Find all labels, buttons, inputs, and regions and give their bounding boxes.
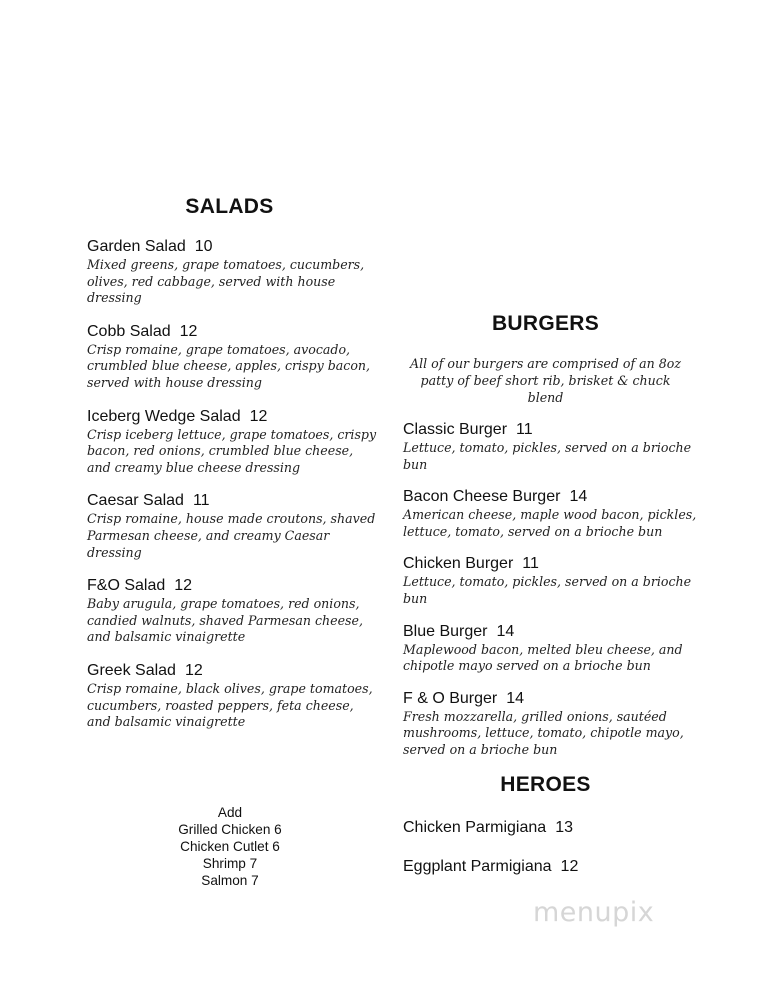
salad-addons	[150, 804, 310, 889]
item-name: Iceberg Wedge Salad	[87, 407, 241, 425]
addon-item: Salmon 7	[201, 873, 259, 888]
item-price: 11	[522, 555, 539, 573]
item-name: Blue Burger	[403, 622, 488, 640]
item-price: 11	[516, 421, 533, 438]
item-price: 12	[249, 407, 268, 425]
item-price: 10	[194, 238, 213, 255]
addons-title: Add	[217, 805, 243, 820]
item-name: Classic Burger	[403, 421, 508, 438]
menupix-watermark: menupix	[533, 897, 655, 928]
menu-item	[403, 487, 703, 540]
menu-item	[403, 554, 703, 607]
item-description: Maplewood bacon, melted bleu cheese, and chipotle mayo served on a brioche bun	[403, 641, 683, 674]
item-description: Fresh mozzarella, grilled onions, sautéed mushrooms, lettuce, tomato, chipotle mayo, served on a brioche bun	[403, 708, 684, 757]
item-description: Lettuce, tomato, pickles, served on a brioche bun	[403, 574, 692, 606]
menu-item	[87, 237, 377, 307]
addon-item: Shrimp 7	[202, 856, 258, 871]
menu-item	[87, 407, 377, 477]
item-price: 12	[560, 857, 579, 875]
item-price: 12	[179, 322, 198, 340]
item-name: Chicken Burger	[403, 555, 514, 573]
burgers-section	[403, 312, 703, 896]
item-description: American cheese, maple wood bacon, pickles, lettuce, tomato, served on a brioche bun	[403, 507, 697, 539]
item-name: Bacon Cheese Burger	[403, 488, 561, 506]
item-name: F&O Salad	[87, 577, 166, 595]
item-price: 12	[184, 661, 203, 679]
menu-item	[87, 491, 377, 561]
heroes-heading: HEROES	[500, 772, 591, 796]
item-price: 11	[192, 492, 210, 510]
item-name: Greek Salad	[87, 661, 176, 679]
item-price: 14	[506, 689, 525, 707]
item-description: Crisp romaine, black olives, grape tomatoes, cucumbers, roasted peppers, feta cheese, and balsamic vinaigrette	[87, 680, 373, 730]
menu-item	[403, 420, 703, 473]
item-description: Lettuce, tomato, pickles, served on a brioche bun	[403, 440, 692, 472]
item-description: Mixed greens, grape tomatoes, cucumbers, olives, red cabbage, served with house dressing	[87, 257, 365, 306]
item-name: Chicken Parmigiana	[403, 818, 547, 836]
salads-section	[87, 195, 377, 746]
item-price: 13	[555, 818, 573, 836]
item-name: Eggplant Parmigiana	[403, 857, 552, 875]
item-price: 14	[569, 488, 588, 506]
item-description: Baby arugula, grape tomatoes, red onions, candied walnuts, shaved Parmesan cheese, and balsamic vinaigrette	[87, 596, 363, 645]
item-price: 14	[496, 622, 515, 640]
menu-item	[87, 661, 377, 731]
addon-item: Grilled Chicken 6	[178, 822, 282, 837]
menu-item	[403, 622, 703, 675]
item-name: Garden Salad	[87, 238, 186, 255]
menu-item	[403, 818, 703, 838]
item-name: Caesar Salad	[87, 492, 184, 510]
item-description: Crisp romaine, grape tomatoes, avocado, crumbled blue cheese, apples, crispy bacon, served with house dressing	[87, 341, 371, 390]
menu-item	[87, 322, 377, 392]
item-name: F & O Burger	[403, 689, 498, 707]
burgers-note: All of our burgers are comprised of an 8oz patty of beef short rib, brisket & chuck blend	[409, 356, 682, 405]
item-description: Crisp romaine, house made croutons, shaved Parmesan cheese, and creamy Caesar dressing	[87, 511, 376, 560]
menu-item	[403, 689, 703, 759]
menu-item	[87, 576, 377, 646]
item-name: Cobb Salad	[87, 322, 171, 340]
menu-item	[403, 857, 703, 877]
salads-heading: SALADS	[185, 195, 274, 218]
item-price: 12	[174, 577, 193, 595]
burgers-heading: BURGERS	[491, 312, 600, 335]
addon-item: Chicken Cutlet 6	[180, 839, 280, 854]
item-description: Crisp iceberg lettuce, grape tomatoes, crispy bacon, red onions, crumbled blue cheese, and creamy blue cheese dressing	[87, 426, 377, 475]
